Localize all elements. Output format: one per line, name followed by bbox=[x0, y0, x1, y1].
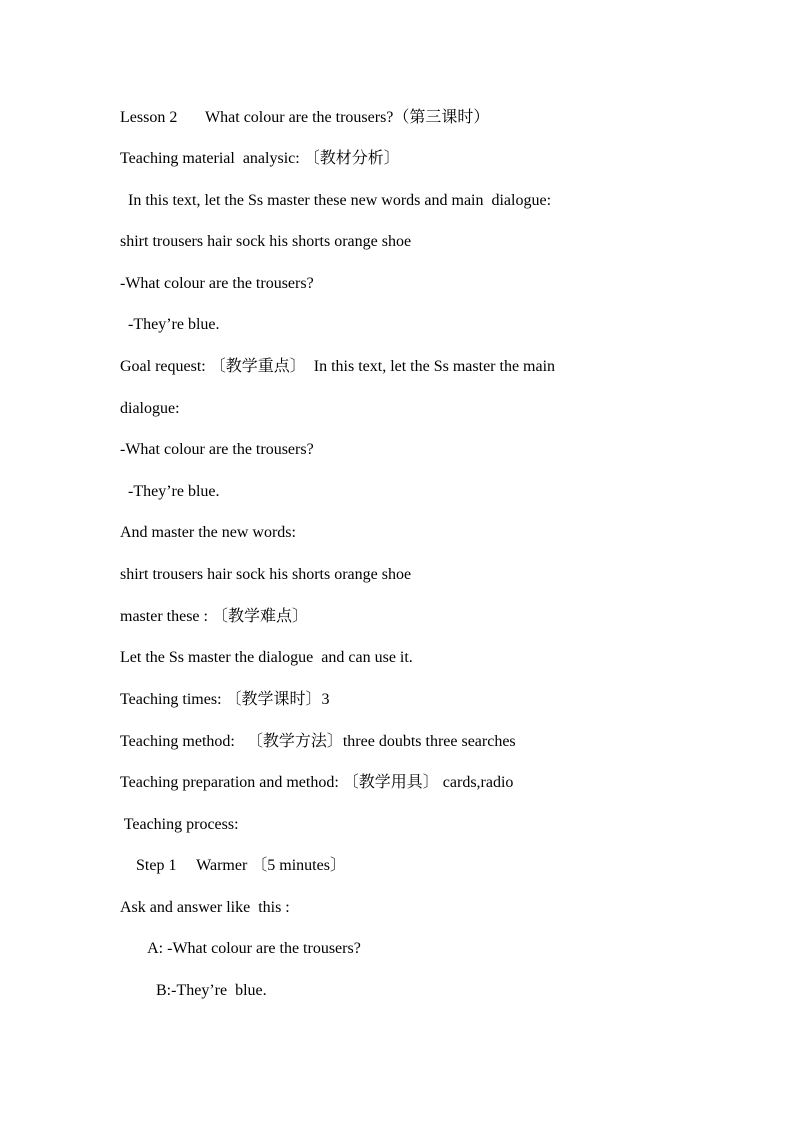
new-words-list: shirt trousers hair sock his shorts orange shoe bbox=[120, 233, 412, 250]
difficult-points-text: Let the Ss master the dialogue and can use it. bbox=[120, 649, 413, 666]
teaching-method: Teaching method: 〔教学方法〕three doubts three searches bbox=[120, 733, 516, 750]
new-words-heading: And master the new words: bbox=[120, 524, 296, 541]
step-1-heading: Step 1 Warmer 〔5 minutes〕 bbox=[120, 857, 346, 874]
dialogue-answer: -They’re blue. bbox=[120, 483, 220, 500]
teaching-times: Teaching times: 〔教学课时〕3 bbox=[120, 691, 330, 708]
example-answer: B:-They’re blue. bbox=[120, 982, 267, 999]
goal-request-text: Goal request: 〔教学重点〕 In this text, let the Ss master the main bbox=[120, 358, 556, 375]
dialogue-answer: -They’re blue. bbox=[120, 316, 220, 333]
new-words-list: shirt trousers hair sock his shorts orange shoe bbox=[120, 566, 412, 583]
teaching-preparation: Teaching preparation and method: 〔教学用具〕 cards,radio bbox=[120, 774, 514, 791]
lesson-title: Lesson 2 What colour are the trousers?（第三课时） bbox=[120, 109, 490, 126]
dialogue-question: -What colour are the trousers? bbox=[120, 275, 314, 292]
difficult-points-heading: master these : 〔教学难点〕 bbox=[120, 608, 308, 625]
teaching-material-text: In this text, let the Ss master these new words and main dialogue: bbox=[120, 192, 552, 209]
example-question: A: -What colour are the trousers? bbox=[120, 940, 361, 957]
ask-answer-instruction: Ask and answer like this : bbox=[120, 899, 290, 916]
dialogue-question: -What colour are the trousers? bbox=[120, 441, 314, 458]
goal-request-continued: dialogue: bbox=[120, 400, 180, 417]
teaching-material-heading: Teaching material analysic: 〔教材分析〕 bbox=[120, 150, 400, 167]
teaching-process-heading: Teaching process: bbox=[120, 816, 239, 833]
